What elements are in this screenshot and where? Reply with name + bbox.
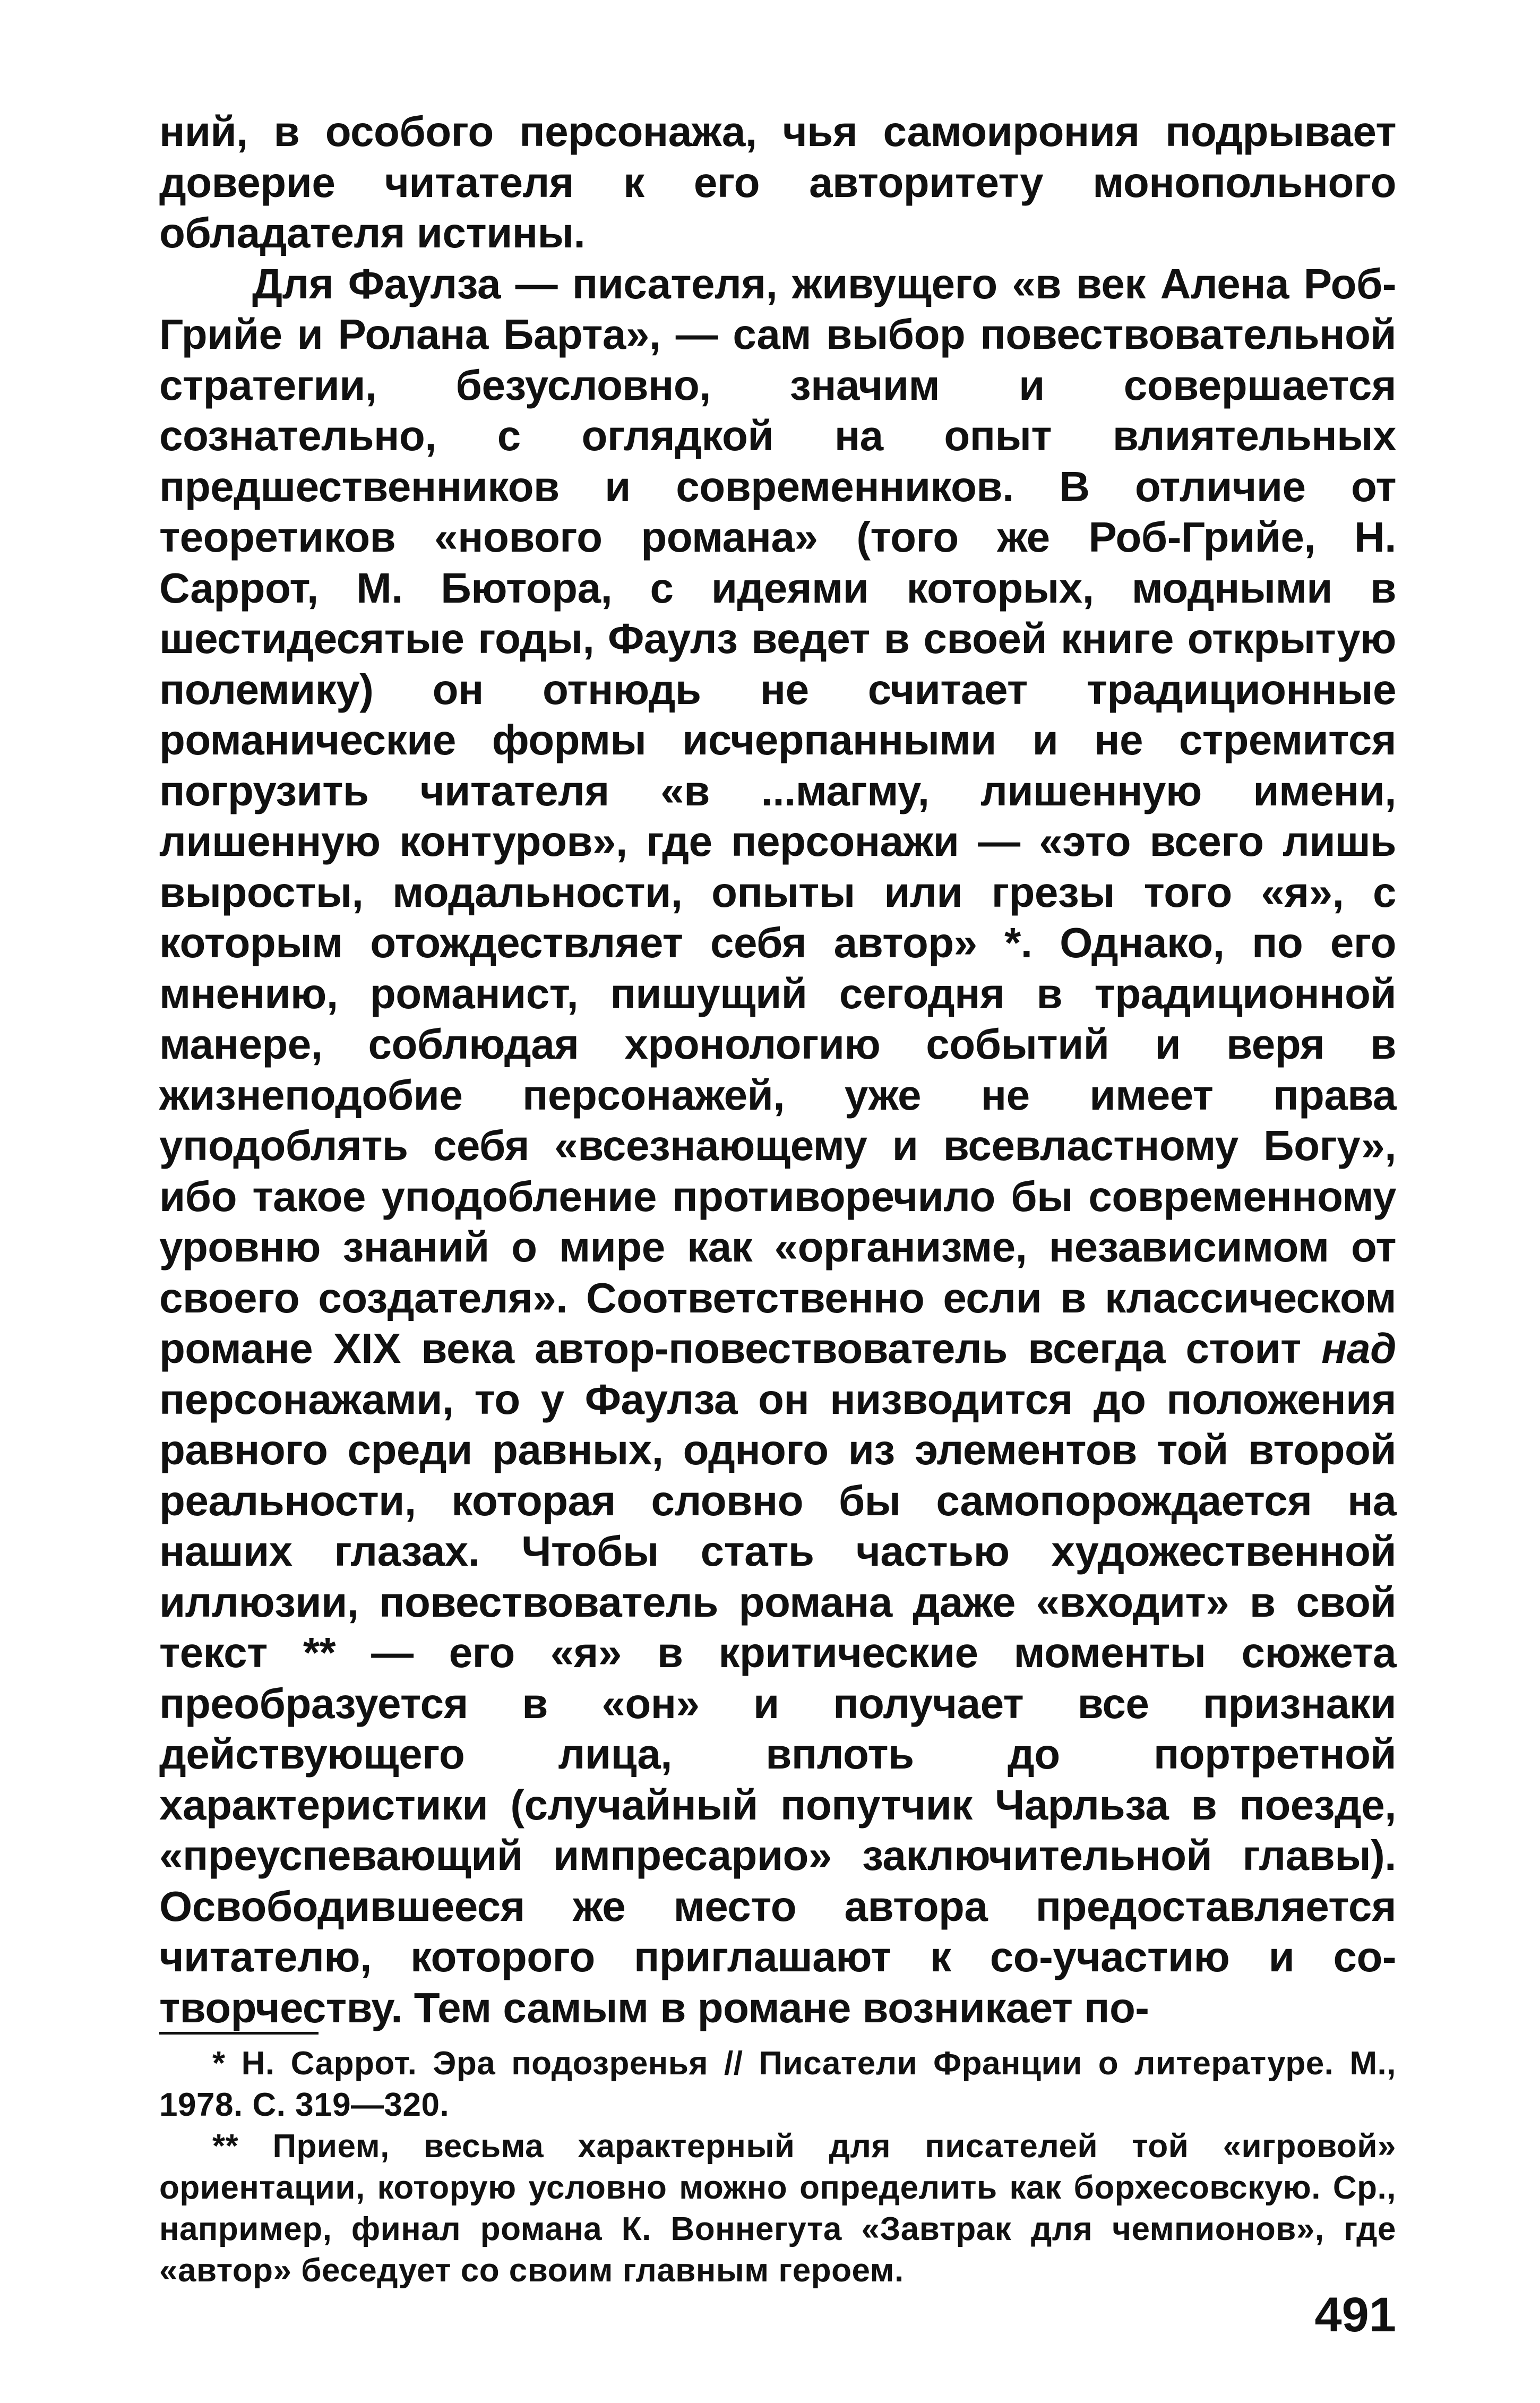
paragraph-continued <box>159 106 1396 259</box>
page-number: 491 <box>1314 2288 1396 2342</box>
paragraph-1-text: ний, в особого персонажа, чья самоирония подрывает доверие читателя к его авторитету монопольного обладателя истины. <box>159 108 1396 256</box>
paragraph-2-end: персонажами, то у Фаулза он низводится до положения равного среди равных, одного из элементов той второй реальности, которая словно бы самопорождается на наших глазах. Чтобы стать частью художественной иллюзии, повествователь романа даже «входит» в свой текст ** — его «я» в критические моменты сюжета преобразуется в «он» и получает все признаки действующего лица, вплоть до портретной характеристики (случайный попутчик Чарльза в поезде, «преуспевающий импресарио» заключительной главы). Освободившееся же место автора предоставляется читателю, которого приглашают к со-участию и со-творчеству. Тем самым в романе возникает по- <box>159 1375 1396 2031</box>
footnote-divider <box>159 2032 319 2035</box>
footnote-2: ** Прием, весьма характерный для писателей той «игровой» ориентации, которую условно можно определить как борхесовскую. Ср., например, финал романа К. Воннегута «Завтрак для чемпионов», где «автор» беседует со своим главным героем. <box>159 2128 1396 2289</box>
main-text <box>159 106 1396 2033</box>
italic-word: над <box>1321 1325 1397 1372</box>
footnotes <box>159 2043 1396 2292</box>
footnote-1: * Н. Саррот. Эра подозренья // Писатели Франции о литературе. М., 1978. С. 319—320. <box>159 2045 1396 2123</box>
paragraph-2-start: Для Фаулза — писателя, живущего «в век Алена Роб-Грийе и Ролана Барта», — сам выбор повествовательной стратегии, безусловно, значим и совершается сознательно, с оглядкой на опыт влиятельных предшественников и современников. В отличие от теоретиков «нового романа» (того же Роб-Грийе, Н. Саррот, М. Бютора, с идеями которых, модными в шестидесятые годы, Фаулз ведет в своей книге открытую полемику) он отнюдь не считает традиционные романические формы исчерпанными и не стремится погрузить читателя «в ...магму, лишенную имени, лишенную контуров», где персонажи — «это всего лишь выросты, модальности, опыты или грезы того «я», с которым отождествляет себя автор» *. Однако, по его мнению, романист, пишущий сегодня в традиционной манере, соблюдая хронологию событий и веря в жизнеподобие персонажей, уже не имеет права уподоблять себя «всезнающему и всевластному Богу», ибо такое уподобление противоречило бы современному уровню знаний о мире как «организме, независимом от своего создателя». Соответственно если в классическом романе XIX века автор-повествователь всегда стоит <box>159 260 1396 1372</box>
book-page <box>159 106 1396 2347</box>
paragraph <box>159 259 1396 2033</box>
